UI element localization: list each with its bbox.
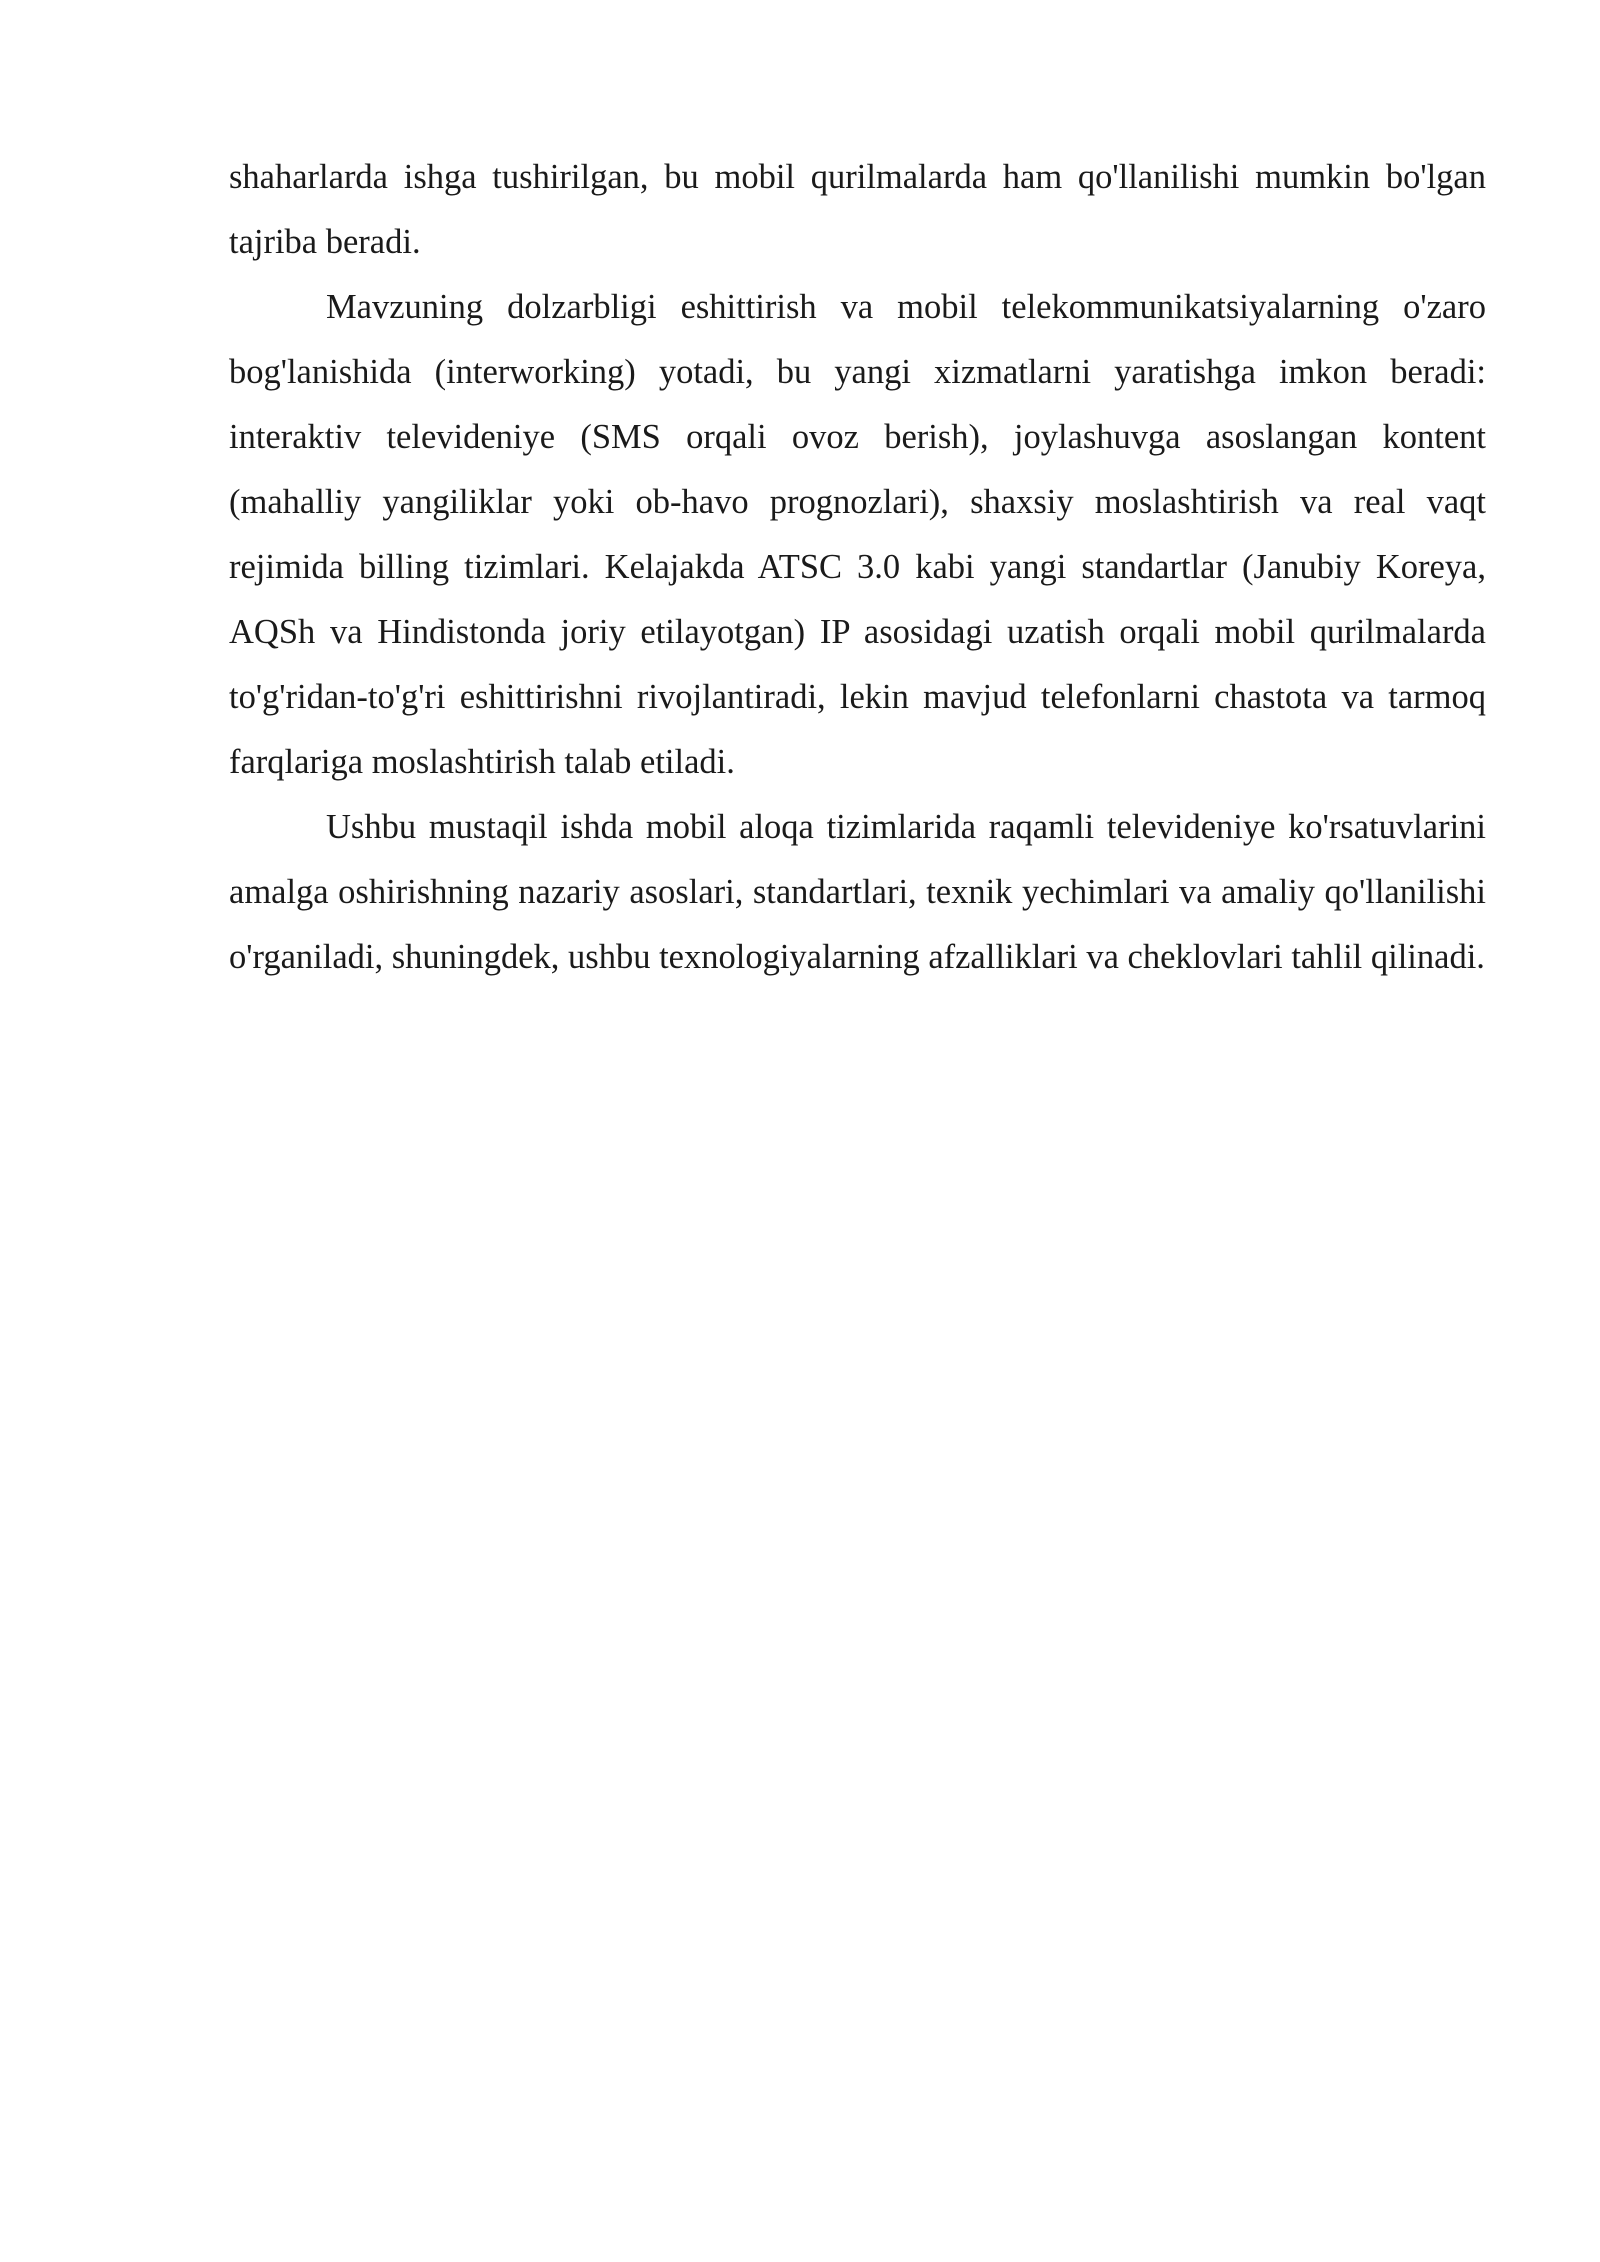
paragraph-relevance: Mavzuning dolzarbligi eshittirish va mobil telekommunikatsiyalarning o'zaro bog'lanishida (interworking) yotadi, bu yangi xizmatlarni yaratishga imkon beradi: interaktiv televideniye (SMS orqali ovoz berish), joylashuvga asoslangan kontent (mahalliy yangiliklar yoki ob-havo prognozlari), shaxsiy moslashtirish va real vaqt rejimida billing tizimlari. Kelajakda ATSC 3.0 kabi yangi standartlar (Janubiy Koreya, AQSh va Hindistonda joriy etilayotgan) IP asosidagi uzatish orqali mobil qurilmalarda to'g'ridan-to'g'ri eshittirishni rivojlantiradi, lekin mavjud telefonlarni chastota va tarmoq farqlariga moslashtirish talab etiladi. [229, 288, 1486, 781]
paragraph-scope: Ushbu mustaqil ishda mobil aloqa tizimlarida raqamli televideniye ko'rsatuvlarini amalga oshirishning nazariy asoslari, standartlari, texnik yechimlari va amaliy qo'llanilishi o'rganiladi, shuningdek, ushbu texnologiyalarning afzalliklari va cheklovlari tahlil qilinadi. [229, 808, 1486, 976]
document-body [229, 145, 1486, 990]
paragraph-continuation: shaharlarda ishga tushirilgan, bu mobil qurilmalarda ham qo'llanilishi mumkin bo'lgan tajriba beradi. [229, 158, 1486, 261]
